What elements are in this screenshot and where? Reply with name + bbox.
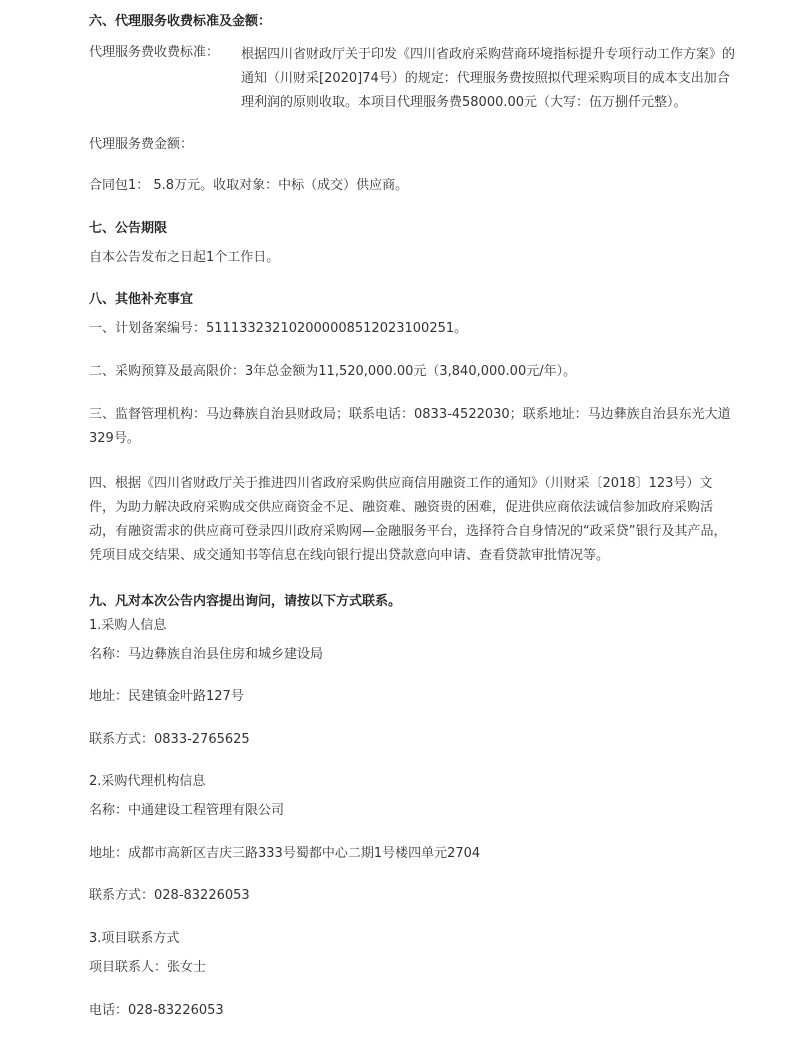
purchaser-contact: 联系方式：0833-2765625 — [89, 732, 250, 747]
agency-address: 地址：成都市高新区吉庆三路333号蜀都中心二期1号楼四单元2704 — [89, 846, 481, 861]
purchaser-address: 地址：民建镇金叶路127号 — [89, 689, 244, 704]
fee-standard-text: 根据四川省财政厅关于印发《四川省政府采购营商环境指标提升专项行动工作方案》的通知（川财采[2020]74号）的规定：代理服务费按照拟代理采购项目的成本支出加合理利润的原则收取。本项目代理服务费58000.00元（大写：伍万捌仟元整）。 — [241, 47, 736, 110]
fee-amount-label: 代理服务费金额： — [89, 137, 194, 152]
purchaser-info-title: 1.采购人信息 — [89, 618, 167, 633]
supervision-authority: 三、监督管理机构：马边彝族自治县财政局；联系电话：0833-4522030；联系地址：马边彝族自治县东光大道329号。 — [89, 407, 731, 446]
section-7-heading: 七、公告期限 — [89, 221, 168, 236]
fee-standard-label: 代理服务费收费标准： — [89, 45, 220, 60]
purchaser-name: 名称：马边彝族自治县住房和城乡建设局 — [89, 647, 324, 662]
project-contact-title: 3.项目联系方式 — [89, 931, 180, 946]
budget-limit: 二、采购预算及最高限价：3年总金额为11,520,000.00元（3,840,000.00元/年）。 — [89, 364, 577, 379]
section-8-heading: 八、其他补充事宜 — [89, 292, 194, 307]
plan-record-number: 一、计划备案编号：511133232102000008512023100251。 — [89, 321, 468, 336]
project-contact-person: 项目联系人：张女士 — [89, 960, 207, 975]
project-contact-phone: 电话：028-83226053 — [89, 1003, 224, 1018]
credit-financing-notice: 四、根据《四川省财政厅关于推进四川省政府采购供应商信用融资工作的通知》（川财采〔2018〕123号）文件，为助力解决政府采购成交供应商资金不足、融资难、融资贵的困难，促进供应商依法诚信参加政府采购活动，有融资需求的供应商可登录四川政府采购网—金融服务平台，选择符合自身情况的“政采贷”银行及其产品，凭项目成交结果、成交通知书等信息在线向银行提出贷款意向申请、查看贷款审批情况等。 — [89, 476, 727, 563]
section-6-heading: 六、代理服务收费标准及金额： — [89, 14, 272, 29]
agency-info-title: 2.采购代理机构信息 — [89, 774, 206, 789]
agency-name: 名称：中通建设工程管理有限公司 — [89, 803, 285, 818]
package-fee-line: 合同包1： 5.8万元。收取对象：中标（成交）供应商。 — [89, 178, 409, 193]
section-9-heading: 九、凡对本次公告内容提出询问，请按以下方式联系。 — [89, 594, 402, 609]
notice-period-text: 自本公告发布之日起1个工作日。 — [89, 250, 280, 265]
agency-contact: 联系方式：028-83226053 — [89, 888, 250, 903]
